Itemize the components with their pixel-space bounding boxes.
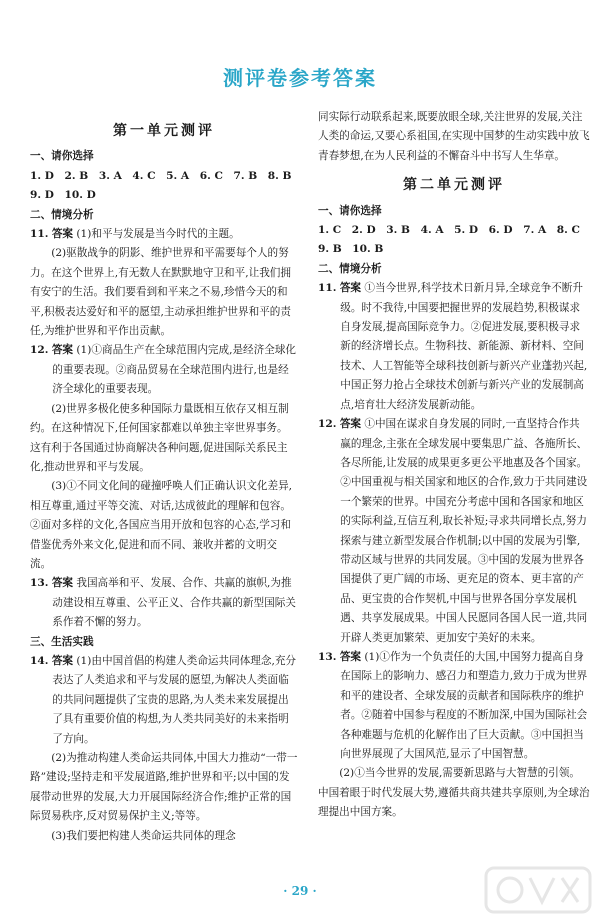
answer-label: 答案 [51, 654, 73, 667]
question-block [30, 574, 298, 632]
question-number: 14. [30, 654, 49, 667]
answer-text: (2)世界多极化使多种国际力量既相互依存又相互制约。在这种情况下,任何国家都难以单独主宰世界事务。这有利于各国通过协商解决各种问题,促进国际关系民主化,推动世界和平与发展。 [30, 402, 289, 473]
answer-text: (2)驱散战争的阴影、维护世界和平需要每个人的努力。在这个世界上,有无数人在默默地守卫和平,让我们拥有安宁的生活。我们要看到和平来之不易,珍惜今天的和平,积极表达爱好和平的愿望,主动承担维护世界和平的责任,为维护世界和平作出贡献。 [30, 247, 291, 338]
question-block [30, 652, 298, 749]
question-block [318, 279, 590, 415]
answer-label: 答案 [339, 650, 361, 663]
choice-answers: 9. B 10. B [318, 243, 384, 256]
answer-text: ①当今世界,科学技术日新月异,全球竞争不断升级。时不我待,中国要把握世界的发展趋势,积极谋求自身发展,提高国际竞争力。②促进发展,要积极寻求新的经济增长点。生物科技、新能源、新材料、空间技术、人工智能等全球科技创新与新兴产业蓬勃兴起,中国正努力抢占全球技术创新与新兴产业的发展制高点,培育壮大经济发展新动能。 [340, 282, 588, 411]
answer-label: 答案 [339, 282, 361, 295]
watermark-logo-icon [482, 862, 594, 918]
answer-text: (1)①作为一个负责任的大国,中国努力提高自身在国际上的影响力、感召力和塑造力,致力于成为世界和平的建设者、全球发展的贡献者和国际秩序的维护者。②随着中国参与程度的不断加深,中国为国际社会各种难题与危机的化解作出了巨大贡献。③中国担当向世界展现了大国风范,显示了中国智慧。 [340, 650, 588, 760]
answer-label: 答案 [51, 344, 73, 357]
section-heading: 一、请你选择 [30, 150, 94, 163]
left-column [30, 118, 298, 846]
question-number: 11. [318, 282, 337, 295]
answer-text: 我国高举和平、发展、合作、共赢的旗帜,为推动建设相互尊重、公平正义、合作共赢的新型国际关系作着不懈的努力。 [52, 577, 296, 629]
right-column [318, 108, 590, 823]
section-heading: 二、情境分析 [318, 262, 382, 275]
answer-label: 答案 [339, 418, 361, 431]
question-block [318, 648, 590, 764]
answer-label: 答案 [51, 577, 73, 590]
unit-title: 第二单元测评 [403, 177, 505, 194]
answer-label: 答案 [51, 228, 73, 241]
answer-text: (3)①不同文化间的碰撞呼唤人们正确认识文化差异,相互尊重,通过平等交流、对话,达成彼此的理解和包容。②面对多样的文化,各国应当用开放和包容的心态,学习和借鉴优秀外来文化,促进和而不同、兼收并蓄的文明交流。 [30, 480, 293, 570]
question-number: 12. [30, 344, 49, 357]
question-block [30, 225, 298, 244]
answer-text: (1)①商品生产在全球范围内完成,是经济全球化的重要表现。②商品贸易在全球范围内进行,也是经济全球化的重要表现。 [52, 344, 297, 396]
answer-text: (1)由中国首倡的构建人类命运共同体理念,充分表达了人类追求和平与发展的愿望,为解决人类面临的共同问题提供了宝贵的思路,为人类未来发展提出了具有重要价值的构想,为人类共同美好的未来指明了方向。 [52, 654, 297, 745]
unit-title: 第一单元测评 [113, 123, 215, 139]
question-number: 11. [30, 228, 49, 241]
choice-answers: 9. D 10. D [30, 189, 96, 202]
question-block [30, 341, 298, 399]
answer-text: (1)和平与发展是当今时代的主题。 [76, 228, 240, 241]
page-number: · 29 · [283, 884, 317, 898]
page-title: 测评卷参考答案 [223, 66, 377, 90]
answer-text: (2)①当今世界的发展,需要新思路与大智慧的引领。中国着眼于时代发展大势,遵循共商共建共享原则,为全球治理提出中国方案。 [318, 767, 590, 819]
question-number: 12. [318, 418, 337, 431]
question-block [318, 415, 590, 648]
answer-text: 同实际行动联系起来,既要放眼全球,关注世界的发展,关注人类的命运,又要心系祖国,在实现中国梦的生动实践中放飞青春梦想,在为人民利益的不懈奋斗中书写人生华章。 [318, 111, 590, 162]
section-heading: 二、情境分析 [30, 208, 94, 221]
answer-text: (3)我们要把构建人类命运共同体的理念 [51, 829, 236, 842]
choice-answers: 1. C 2. D 3. B 4. A 5. D 6. D 7. A 8. C [318, 224, 580, 237]
question-number: 13. [30, 577, 49, 590]
section-heading: 一、请你选择 [318, 204, 382, 217]
answer-text: (2)为推动构建人类命运共同体,中国大力推动“一带一路”建设;坚持走和平发展道路,维护世界和平;以中国的发展带动世界的发展,大力开展国际经济合作;维护正常的国际贸易秩序,反对贸易保护主义;等等。 [30, 752, 298, 823]
section-heading: 三、生活实践 [30, 635, 94, 648]
question-number: 13. [318, 650, 337, 663]
choice-answers: 1. D 2. B 3. A 4. C 5. A 6. C 7. B 8. B [30, 169, 292, 182]
answer-text: ①中国在谋求自身发展的同时,一直坚持合作共赢的理念,主张在全球发展中要集思广益、各施所长、各尽所能,让发展的成果更多更公平地惠及各个国家。②中国重视与相关国家和地区的合作,致力于共同建设一个繁荣的世界。中国充分考虑中国和各国家和地区的实际利益,互信互利,取长补短;寻求共同增长点,努力探索与建立新型发展合作机制;以中国的发展为引擎,带动区域与世界的共同发展。③中国的发展为世界各国提供了更广阔的市场、更充足的资本、更丰富的产品、更宝贵的合作契机,中国与世界各国分享发展机遇、共享发展成果。中国人民愿同各国人民一道,共同开辟人类更加繁荣、更加安宁美好的未来。 [340, 418, 588, 644]
